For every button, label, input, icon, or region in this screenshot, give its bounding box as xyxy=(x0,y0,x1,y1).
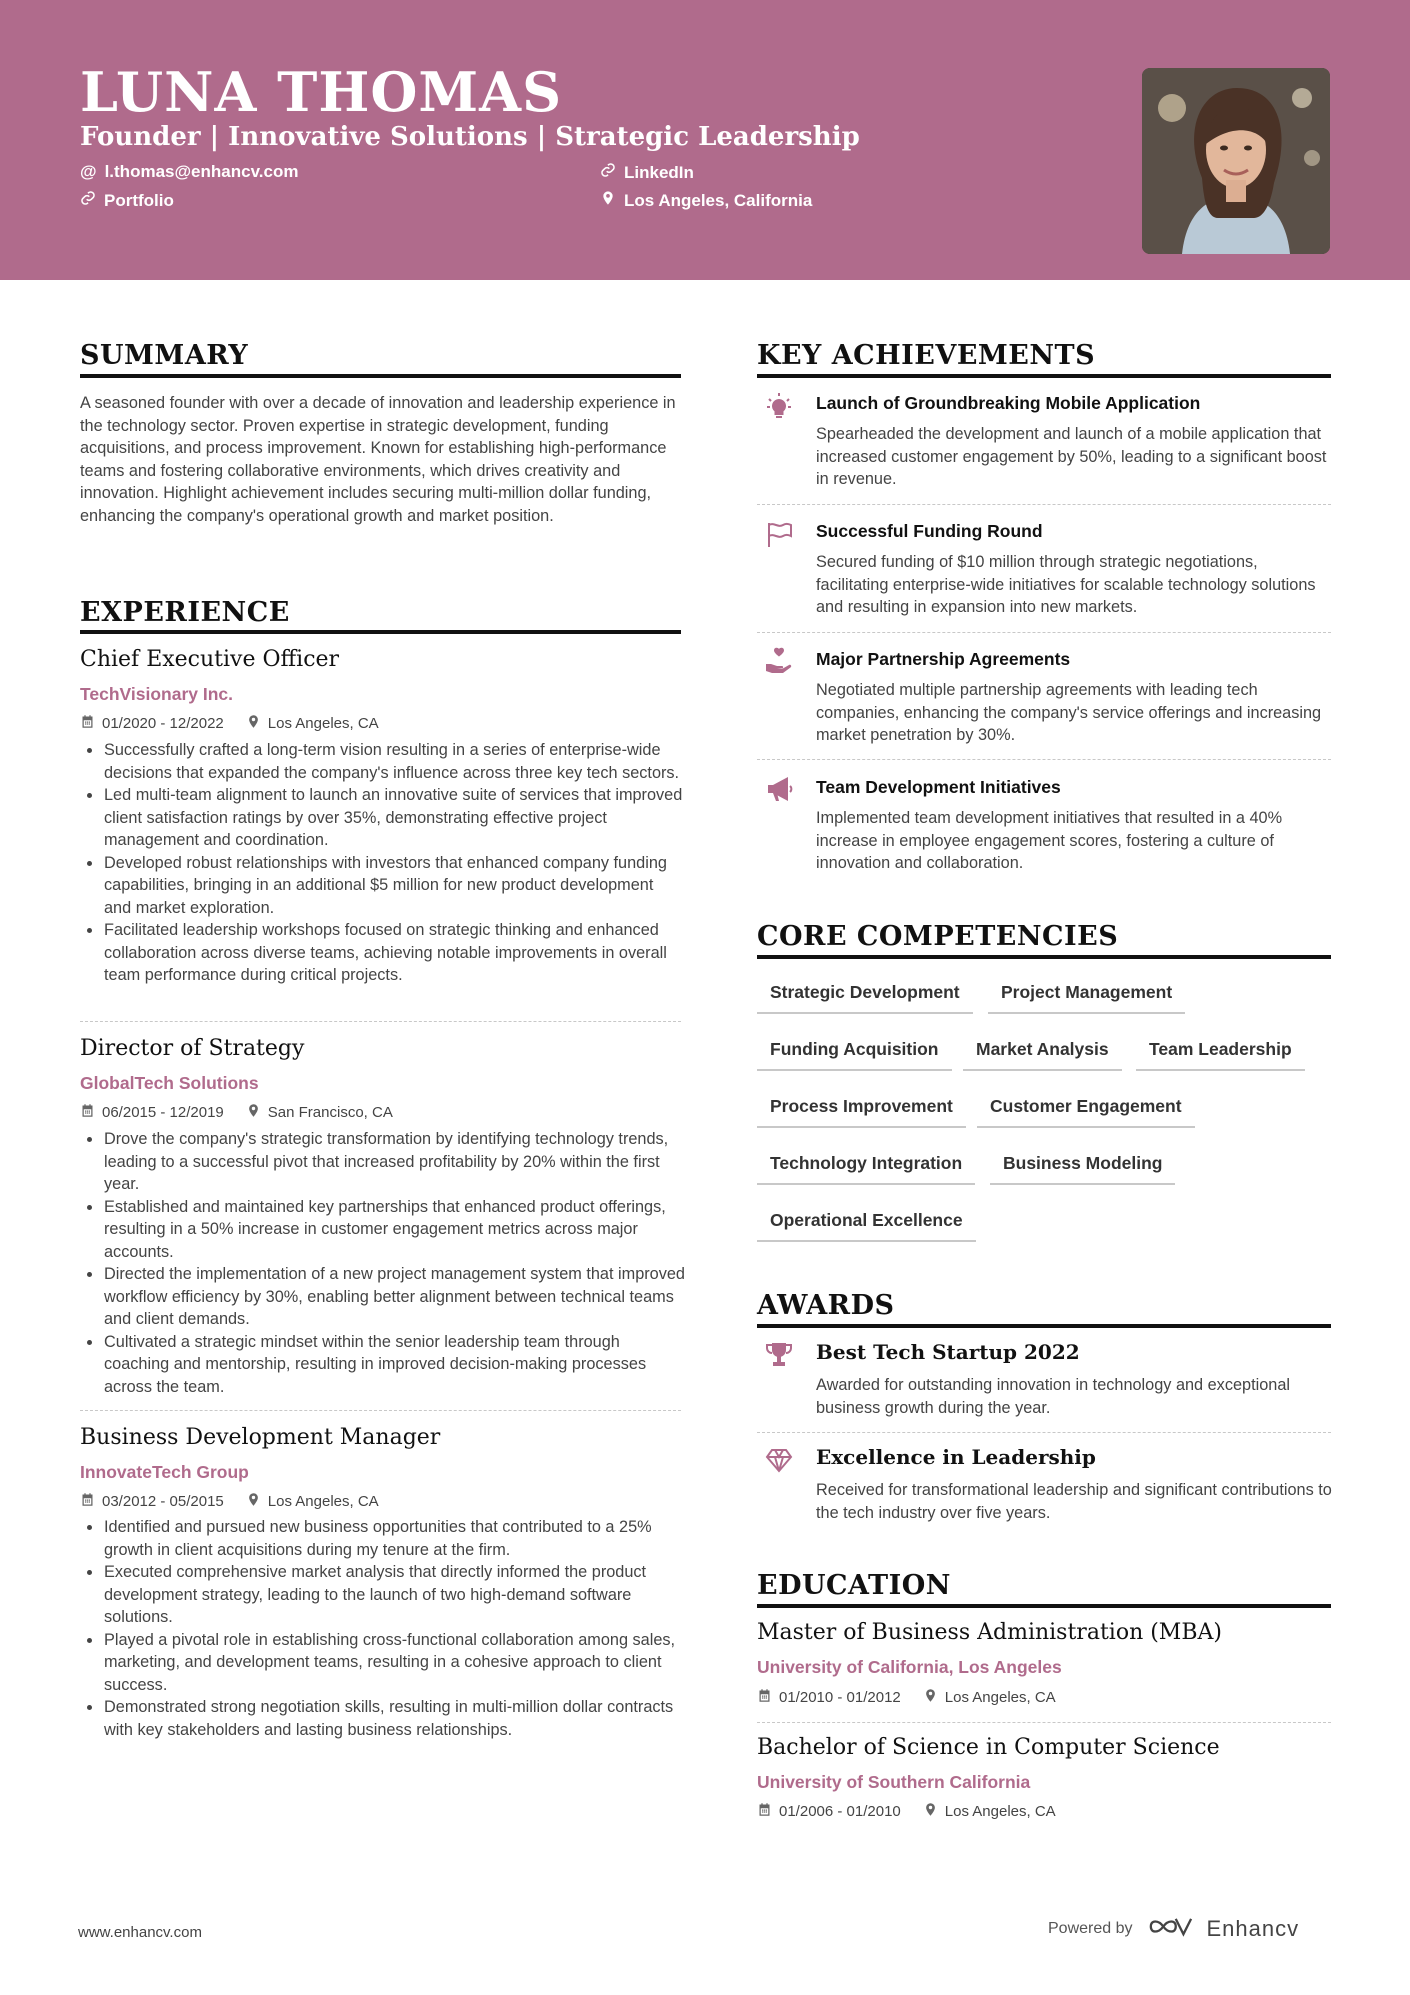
contact-linkedin[interactable] xyxy=(600,162,694,183)
job-bullets xyxy=(80,739,685,987)
education-location: Los Angeles, CA xyxy=(944,1803,1056,1820)
achievements-rule xyxy=(757,374,1331,378)
competency-tag: Team Leadership xyxy=(1136,1037,1305,1071)
megaphone-icon xyxy=(764,774,794,804)
competency-tag: Process Improvement xyxy=(757,1094,966,1128)
at-icon: @ xyxy=(80,162,97,181)
divider xyxy=(757,504,1331,505)
awards-rule xyxy=(757,1324,1331,1328)
achievement-text: Secured funding of $10 million through strategic negotiations, facilitating enterprise-wide initiatives for scalable technology solutions and resulting in expansion into new markets. xyxy=(816,553,1316,616)
footer-website[interactable]: www.enhancv.com xyxy=(78,1924,202,1941)
portfolio-text: Portfolio xyxy=(104,190,174,210)
competency-tag: Strategic Development xyxy=(757,980,973,1014)
job-location: Los Angeles, CA xyxy=(267,715,379,732)
achievement-title: Team Development Initiatives xyxy=(816,777,1061,797)
school-name: University of California, Los Angeles xyxy=(757,1657,1062,1677)
location-pin-icon xyxy=(923,1688,938,1707)
education-meta xyxy=(757,1688,1078,1707)
job-meta xyxy=(80,1492,401,1511)
competency-tag: Business Modeling xyxy=(990,1151,1175,1185)
calendar-icon xyxy=(80,1492,95,1511)
competency-tag: Technology Integration xyxy=(757,1151,975,1185)
summary-text: A seasoned founder with over a decade of innovation and leadership experience in the technology sector. Proven expertise in strategic development, funding acquisitions, and process improvement. Known for establishing high-performance teams and fostering collaborative environments, which drives creativity and innovation. Highlight achievement includes securing multi-million dollar funding, enhancing the company's operational growth and market position. xyxy=(80,394,676,525)
job-dates: 01/2020 - 12/2022 xyxy=(102,715,224,732)
education-dates: 01/2006 - 01/2010 xyxy=(779,1803,901,1820)
divider xyxy=(757,1432,1331,1433)
bullet-item: Developed robust relationships with investors that enhanced company funding capabilities, bringing in an additional $5 million for new product development and market exploration. xyxy=(80,852,685,920)
education-rule xyxy=(757,1604,1331,1608)
achievements-heading: KEY ACHIEVEMENTS xyxy=(757,340,1096,371)
achievement-text: Implemented team development initiatives that resulted in a 40% increase in employee engagement scores, fostering a culture of innovation and collaboration. xyxy=(816,809,1283,872)
bullet-item: Successfully crafted a long-term vision resulting in a series of enterprise-wide decisions that expanded the company's influence across three key tech sectors. xyxy=(80,739,685,784)
achievement-title: Successful Funding Round xyxy=(816,521,1043,541)
competency-tag: Market Analysis xyxy=(963,1037,1122,1071)
contact-location xyxy=(600,190,812,211)
experience-rule xyxy=(80,630,681,634)
bullet-item: Directed the implementation of a new project management system that improved workflow efficiency by 30%, enabling better alignment between technical teams and client demands. xyxy=(80,1263,685,1331)
school-name: University of Southern California xyxy=(757,1772,1031,1792)
divider xyxy=(80,1021,681,1022)
flag-icon xyxy=(764,519,794,549)
bullet-item: Played a pivotal role in establishing cross-functional collaboration among sales, marketing, and development teams, resulting in a cohesive approach to client success. xyxy=(80,1629,685,1697)
summary-heading: SUMMARY xyxy=(80,340,249,371)
divider xyxy=(757,759,1331,760)
location-pin-icon xyxy=(246,1103,261,1122)
location-pin-icon xyxy=(246,1492,261,1511)
achievement-title: Major Partnership Agreements xyxy=(816,649,1071,669)
achievement-title: Launch of Groundbreaking Mobile Application xyxy=(816,393,1201,413)
divider xyxy=(757,1722,1331,1723)
lightbulb-icon xyxy=(764,391,794,421)
contact-portfolio[interactable] xyxy=(80,190,174,211)
diamond-icon xyxy=(764,1445,794,1475)
calendar-icon xyxy=(80,714,95,733)
footer-branding[interactable] xyxy=(1048,1914,1299,1944)
achievement-text: Spearheaded the development and launch of a mobile application that increased customer engagement by 50%, leading to a significant boost in revenue. xyxy=(816,425,1327,488)
competencies-heading: CORE COMPETENCIES xyxy=(757,921,1119,952)
divider xyxy=(757,632,1331,633)
divider xyxy=(80,1410,681,1411)
resume-header xyxy=(0,0,1410,280)
job-meta xyxy=(80,714,401,733)
company-name: InnovateTech Group xyxy=(80,1462,249,1482)
job-dates: 03/2012 - 05/2015 xyxy=(102,1493,224,1510)
competency-tag: Funding Acquisition xyxy=(757,1037,952,1071)
competency-tag: Customer Engagement xyxy=(977,1094,1195,1128)
competencies-rule xyxy=(757,955,1331,959)
candidate-name: LUNA THOMAS xyxy=(80,60,563,124)
bullet-item: Led multi-team alignment to launch an innovative suite of services that improved client satisfaction ratings by over 35%, demonstrating effective project management and coordination. xyxy=(80,784,685,852)
bullet-item: Established and maintained key partnerships that enhanced product offerings, resulting in a 50% increase in customer engagement metrics across major accounts. xyxy=(80,1196,685,1264)
job-location: Los Angeles, CA xyxy=(267,1493,379,1510)
calendar-icon xyxy=(757,1688,772,1707)
enhancv-logo-icon xyxy=(1147,1914,1193,1944)
achievement-text: Negotiated multiple partnership agreements with leading tech companies, enhancing the company's service offerings and increasing market penetration by 30%. xyxy=(816,681,1322,744)
awards-heading: AWARDS xyxy=(757,1290,895,1321)
degree-title: Master of Business Administration (MBA) xyxy=(757,1620,1222,1645)
linkedin-text: LinkedIn xyxy=(624,162,694,182)
degree-title: Bachelor of Science in Computer Science xyxy=(757,1735,1220,1760)
location-pin-icon xyxy=(600,190,616,211)
job-title: Director of Strategy xyxy=(80,1036,305,1061)
calendar-icon xyxy=(757,1802,772,1821)
location-text: Los Angeles, California xyxy=(624,190,813,210)
education-heading: EDUCATION xyxy=(757,1570,951,1601)
job-dates: 06/2015 - 12/2019 xyxy=(102,1104,224,1121)
job-meta xyxy=(80,1103,415,1122)
contact-email[interactable] xyxy=(80,162,298,182)
award-text: Awarded for outstanding innovation in technology and exceptional business growth during the year. xyxy=(816,1376,1291,1417)
link-icon xyxy=(80,190,96,211)
company-name: GlobalTech Solutions xyxy=(80,1073,259,1093)
bullet-item: Drove the company's strategic transformation by identifying technology trends, leading to a successful pivot that increased profitability by 20% within the first year. xyxy=(80,1128,685,1196)
education-meta xyxy=(757,1802,1078,1821)
profile-photo xyxy=(1142,68,1330,254)
location-pin-icon xyxy=(923,1802,938,1821)
award-title: Best Tech Startup 2022 xyxy=(816,1340,1080,1364)
bullet-item: Executed comprehensive market analysis that directly informed the product development strategy, leading to the launch of two high-demand software solutions. xyxy=(80,1561,685,1629)
competency-tag: Operational Excellence xyxy=(757,1208,976,1242)
calendar-icon xyxy=(80,1103,95,1122)
link-icon xyxy=(600,162,616,183)
bullet-item: Cultivated a strategic mindset within the senior leadership team through coaching and mentorship, resulting in improved decision-making processes across the team. xyxy=(80,1331,685,1399)
email-text: l.thomas@enhancv.com xyxy=(104,162,299,181)
candidate-subtitle: Founder | Innovative Solutions | Strategic Leadership xyxy=(80,122,860,152)
summary-rule xyxy=(80,374,681,378)
award-text: Received for transformational leadership and significant contributions to the tech industry over five years. xyxy=(816,1481,1332,1522)
job-bullets xyxy=(80,1516,685,1741)
bullet-item: Identified and pursued new business opportunities that contributed to a 25% growth in client acquisitions during my tenure at the firm. xyxy=(80,1516,685,1561)
job-bullets xyxy=(80,1128,685,1398)
job-location: San Francisco, CA xyxy=(267,1104,393,1121)
hand-heart-icon xyxy=(764,646,794,676)
job-title: Chief Executive Officer xyxy=(80,647,340,672)
award-title: Excellence in Leadership xyxy=(816,1445,1096,1469)
job-title: Business Development Manager xyxy=(80,1425,441,1450)
trophy-icon xyxy=(764,1340,794,1370)
bullet-item: Demonstrated strong negotiation skills, resulting in multi-million dollar contracts with key stakeholders and lasting business relationships. xyxy=(80,1696,685,1741)
education-location: Los Angeles, CA xyxy=(944,1689,1056,1706)
powered-by-text: Powered by xyxy=(1048,1920,1133,1937)
bullet-item: Facilitated leadership workshops focused on strategic thinking and enhanced collaboration across diverse teams, achieving notable improvements in overall team performance during critical projects. xyxy=(80,919,685,987)
enhancv-brand: Enhancv xyxy=(1206,1916,1300,1941)
education-dates: 01/2010 - 01/2012 xyxy=(779,1689,901,1706)
competency-tag: Project Management xyxy=(988,980,1185,1014)
location-pin-icon xyxy=(246,714,261,733)
experience-heading: EXPERIENCE xyxy=(80,597,290,628)
company-name: TechVisionary Inc. xyxy=(80,684,234,704)
